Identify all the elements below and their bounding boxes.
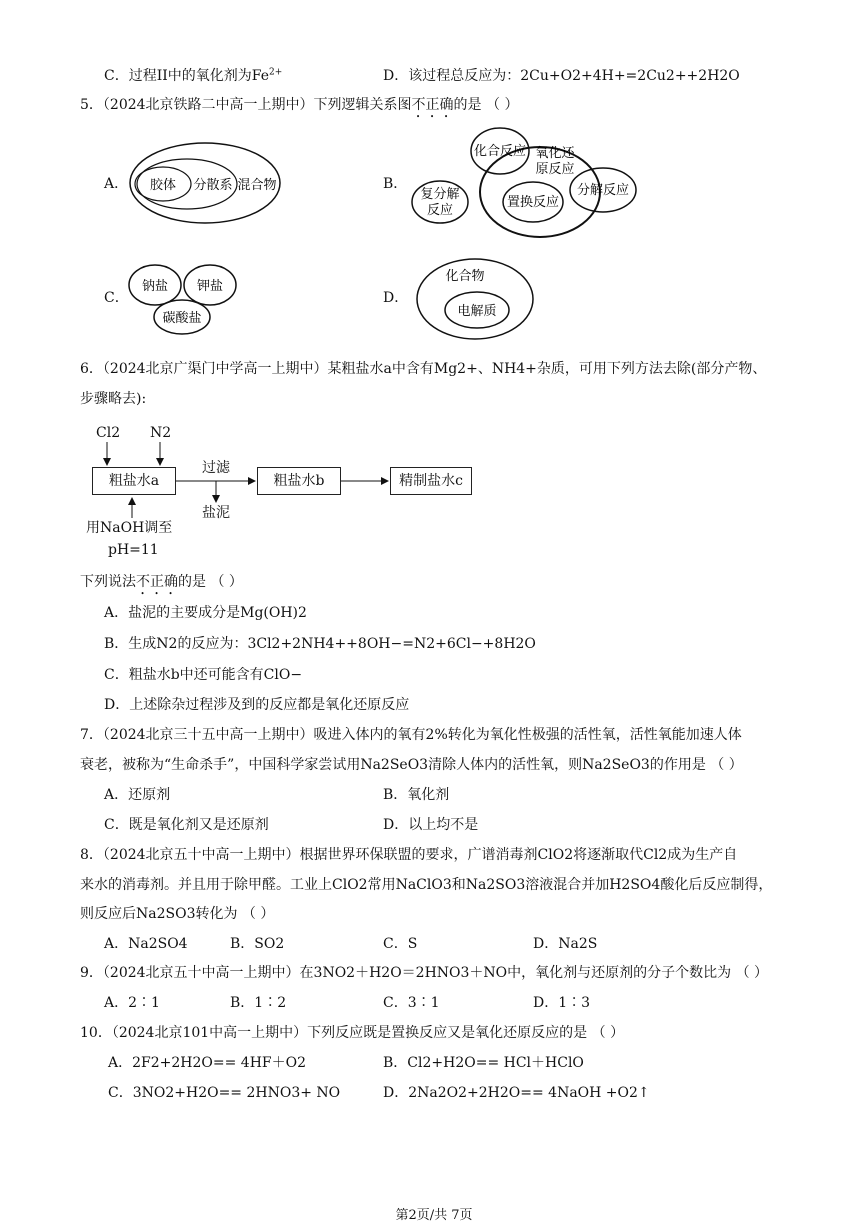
svg-text:化合物: 化合物 [445, 269, 485, 284]
flow-bottom2: pH=11 [108, 542, 159, 558]
q9-option-b: B．1∶2 [230, 995, 287, 1011]
svg-text:分解反应: 分解反应 [576, 183, 630, 198]
q6-ask: 下列说法不正确的是 （ ） [80, 574, 243, 590]
flow-box-brine-b: 粗盐水b [257, 467, 341, 495]
q8-stem-line1: 8．（2024北京五十中高一上期中）根据世界环保联盟的要求，广谱消毒剂ClO2将逐渐取代Cl2成为生产自 [80, 847, 738, 863]
q4-option-d: D．该过程总反应为：2Cu+O2+4H+=2Cu2++2H2O [383, 68, 740, 84]
q8-stem-line2: 来水的消毒剂。并且用于除甲醛。工业上ClO2常用NaClO3和Na2SO3溶液混合并加H2SO4酸化后反应制得， [80, 877, 773, 893]
q6-stem-line2: 步骤略去): [80, 391, 147, 407]
svg-text:电解质: 电解质 [457, 304, 497, 319]
q6-option-d: D．上述除杂过程涉及到的反应都是氧化还原反应 [104, 697, 410, 713]
flow-box-brine-c: 精制盐水c [390, 467, 472, 495]
q6-option-b: B．生成N2的反应为：3Cl2+2NH4++8OH−=N2+6Cl−+8H2O [104, 636, 536, 652]
q6-option-c: C．粗盐水b中还可能含有ClO− [104, 667, 303, 683]
q8-option-c: C．S [383, 936, 418, 952]
flow-n2: N2 [150, 425, 172, 441]
q10-option-b: B．Cl2+H2O== HCl＋HClO [383, 1055, 584, 1071]
svg-text:化合反应: 化合反应 [473, 144, 527, 159]
q10-stem: 10．（2024北京101中高一上期中）下列反应既是置换反应又是氧化还原反应的是 （ ） [80, 1025, 625, 1041]
svg-text:碳酸盐: 碳酸盐 [162, 311, 202, 326]
q8-option-d: D．Na2S [533, 936, 598, 952]
svg-text:钾盐: 钾盐 [196, 279, 224, 294]
svg-text:复分解: 复分解 [420, 187, 460, 202]
flow-bottom1: 用NaOH调至 [86, 520, 173, 536]
q10-option-d: D．2Na2O2+2H2O== 4NaOH +O2↑ [383, 1085, 650, 1101]
q5-label-d: D． [383, 290, 409, 306]
svg-text:置换反应: 置换反应 [506, 195, 560, 210]
q7-option-d: D．以上均不是 [383, 817, 479, 833]
q5-diagram-b [405, 122, 655, 247]
q9-stem: 9．（2024北京五十中高一上期中）在3NO2＋H2O＝2HNO3＋NO中，氧化剂与还原剂的分子个数比为 （ ） [80, 965, 769, 981]
flow-box-brine-a: 粗盐水a [92, 467, 176, 495]
q9-option-a: A．2∶1 [104, 995, 160, 1011]
q5-diagram-d [410, 255, 545, 345]
q10-option-a: A．2F2+2H2O== 4HF＋O2 [108, 1055, 306, 1071]
q8-option-a: A．Na2SO4 [104, 936, 188, 952]
q6-option-a: A．盐泥的主要成分是Mg(OH)2 [104, 605, 307, 621]
q7-stem-line1: 7．（2024北京三十五中高一上期中）吸进入体内的氧有2%转化为氧化性极强的活性氧，活性氧能加速人体 [80, 727, 742, 743]
q8-stem-line3: 则反应后Na2SO3转化为 （ ） [80, 906, 275, 922]
label-colloid: 胶体 [149, 178, 177, 193]
q7-option-b: B．氧化剂 [383, 787, 450, 803]
svg-text:氧化还: 氧化还 [535, 146, 575, 161]
q5-label-c: C． [104, 290, 129, 306]
q5-diagram-c [125, 262, 245, 337]
page-footer: 第2页/共 7页 [395, 1208, 473, 1223]
q9-option-c: C．3∶1 [383, 995, 440, 1011]
q9-option-d: D．1∶3 [533, 995, 591, 1011]
svg-text:反应: 反应 [426, 203, 454, 218]
q7-option-a: A．还原剂 [104, 787, 171, 803]
q10-option-c: C．3NO2+H2O== 2HNO3+ NO [108, 1085, 341, 1101]
q5-stem: 5．（2024北京铁路二中高一上期中）下列逻辑关系图不正确的是 （ ） [80, 97, 519, 113]
q8-option-b: B．SO2 [230, 936, 285, 952]
flow-cl2: Cl2 [96, 425, 121, 441]
label-mixture: 混合物 [237, 178, 277, 193]
svg-text:钠盐: 钠盐 [141, 279, 169, 294]
q5-diagram-a [125, 135, 295, 230]
svg-text:原反应: 原反应 [535, 162, 575, 177]
q7-option-c: C．既是氧化剂又是还原剂 [104, 817, 269, 833]
q4-option-c: C．过程II中的氧化剂为$Fe^{2+}$ [104, 67, 283, 84]
q7-stem-line2: 衰老，被称为“生命杀手”，中国科学家尝试用Na2SeO3清除人体内的活性氧，则Na2SeO3的作用是 （ ） [80, 757, 743, 773]
q5-label-a: A． [104, 176, 129, 192]
flow-sludge: 盐泥 [202, 505, 230, 521]
q6-stem-line1: 6．（2024北京广渠门中学高一上期中）某粗盐水a中含有Mg2+、NH4+杂质，可用下列方法去除(部分产物、 [80, 361, 767, 377]
q5-label-b: B． [383, 176, 408, 192]
label-dispersion: 分散系 [193, 178, 233, 193]
flow-filter: 过滤 [202, 460, 230, 476]
